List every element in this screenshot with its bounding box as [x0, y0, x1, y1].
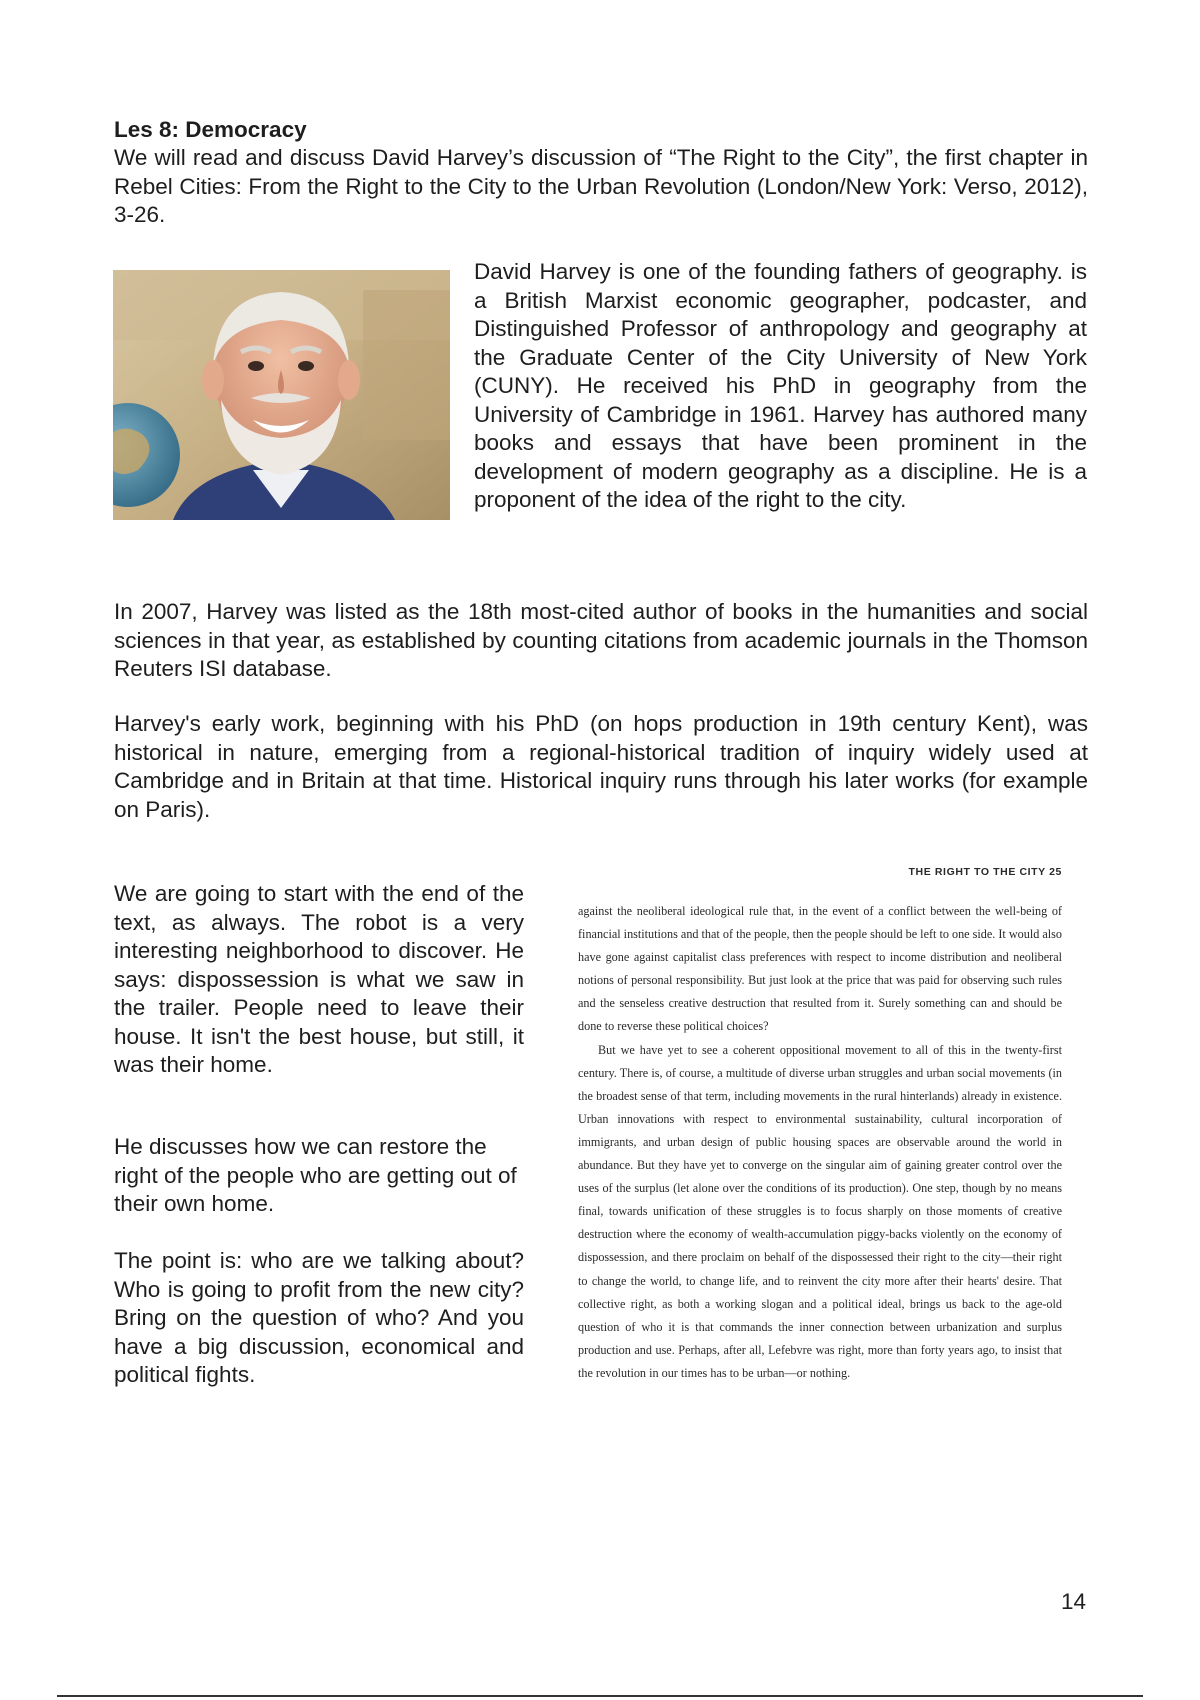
excerpt-paragraph: But we have yet to see a coherent oppositional movement to all of this in the twenty-first century. There is, of course, a multitude of diverse urban struggles and urban social movements (in the broadest sense of that term, including movements in the rural hinterlands) already in existence. Urban innovations with respect to environmental sustainability, cultural incorporation of immigrants, and urban design of public housing spaces are observable around the world in abundance. But they have yet to converge on the singular aim of gaining greater control over the uses of the surplus (let alone over the conditions of its production). One step, though by no means final, towards unification of these struggles is to focus sharply on those moments of creative destruction where the economy of wealth-accumulation piggy-backs violently on the economy of dispossession, and there proclaim on behalf of the dispossessed their right to the city—their right to change the world, to change life, and to reinvent the city more after their hearts' desire. That collective right, as both a working slogan and a political ideal, brings us back to the age-old question of who it is that commands the inner connection between urbanization and surplus production and use. Perhaps, after all, Lefebvre was right, more than forty years ago, to insist that the revolution in our times has to be urban—or nothing. — [578, 1042, 1062, 1380]
discussion-paragraph: He discusses how we can restore the right of the people who are getting out of their own home. — [114, 1134, 517, 1216]
discussion-paragraph: We are going to start with the end of the text, as always. The robot is a very interesting neighborhood to discover. He says: dispossession is what we saw in the trailer. People need to leave their house. It isn't the best house, but still, it was their home. — [114, 881, 524, 1077]
excerpt-paragraph: against the neoliberal ideological rule that, in the event of a conflict between the well-being of financial institutions and that of the people, then the people should be left to one side. It would also have gone against capitalist class preferences with respect to income distribution and neoliberal notions of personal responsibility. But just look at the price that was paid for observing such rules and the senseless creative destruction that resulted from it. Surely something can and should be done to reverse these political choices? — [578, 904, 1063, 1034]
excerpt-running-header: THE RIGHT TO THE CITY 25 — [908, 866, 1062, 878]
book-excerpt — [578, 866, 1062, 1385]
citations-paragraph: In 2007, Harvey was listed as the 18th most-cited author of books in the humanities and social sciences in that year, as established by counting citations from academic journals in the Thomson Reuters ISI database. — [114, 599, 1088, 681]
bottom-divider — [57, 1695, 1143, 1697]
author-bio: David Harvey is one of the founding fathers of geography. is a British Marxist economic geographer, podcaster, and Distinguished Professor of anthropology and geography at the Graduate Center of the City University of New York (CUNY). He received his PhD in geography from the University of Cambridge in 1961. Harvey has authored many books and essays that have been prominent in the development of modern geography as a discipline. He is a proponent of the idea of the right to the city. — [474, 259, 1087, 512]
lesson-heading: Les 8: Democracy — [114, 117, 307, 142]
early-work-paragraph: Harvey's early work, beginning with his PhD (on hops production in 19th century Kent), was historical in nature, emerging from a regional-historical tradition of inquiry widely used at Cambridge and in Britain at that time. Historical inquiry runs through his later works (for example on Paris). — [114, 711, 1088, 822]
portrait-illustration — [113, 270, 450, 520]
discussion-paragraph: The point is: who are we talking about? Who is going to profit from the new city? Bring on the question of who? And you have a big discussion, economical and political fights. — [114, 1248, 524, 1387]
author-portrait — [113, 270, 450, 520]
lesson-intro: We will read and discuss David Harvey’s discussion of “The Right to the City”, the first chapter in Rebel Cities: From the Right to the City to the Urban Revolution (London/New York: Verso, 2012), 3-26. — [114, 145, 1088, 227]
page-number: 14 — [1061, 1589, 1087, 1614]
